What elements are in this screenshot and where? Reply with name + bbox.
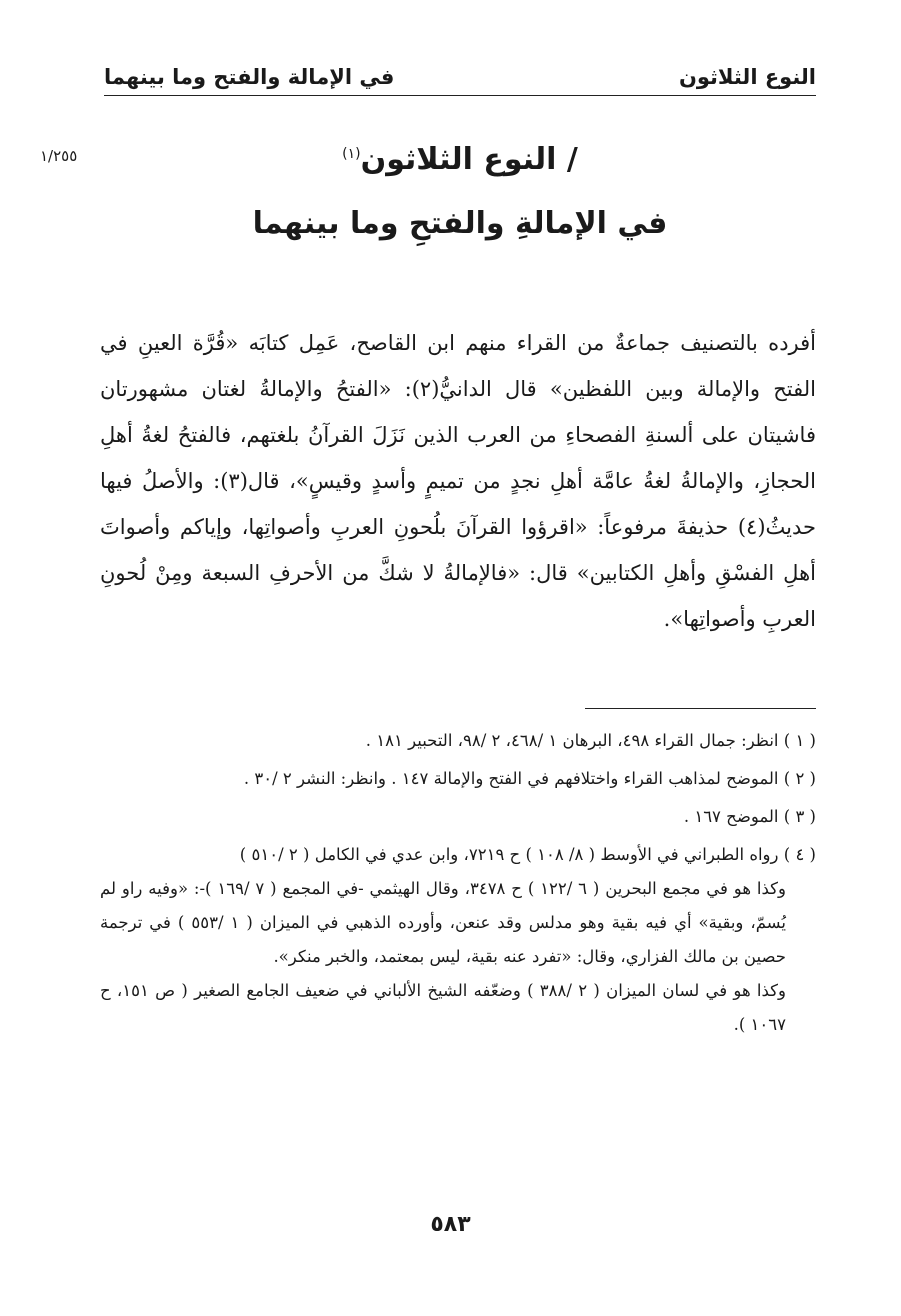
running-head	[104, 56, 816, 96]
footnote-4-continuation: وكذا هو في مجمع البحرين ( ٦ /١٢٢ ) ح ٣٤٧٨، وقال الهيثمي -في المجمع ( ٧ /١٦٩ )-: «وفيه راو لم يُسمّ، وبقية» أي فيه بقية وهو مدلس وقد عنعن، وأورده الذهبي في الميزان ( ١ /٥٥٣ ) في ترجمة حصين بن مالك الفزاري، وقال: «تفرد عنه بقية، ليس بمعتمد، والخبر منكر».	[100, 879, 786, 966]
running-head-right: النوع الثلاثون	[678, 65, 816, 89]
chapter-title-footnote-mark: (١)	[342, 146, 361, 162]
running-head-left: في الإمالة والفتح وما بينهما	[104, 65, 395, 89]
footnote-4-continuation-2: وكذا هو في لسان الميزان ( ٢ /٣٨٨ ) وضعّفه الشيخ الألباني في ضعيف الجامع الصغير ( ص ١٥١، ح ١٠٦٧ ).	[100, 981, 786, 1034]
footnote-3: ( ٣ ) الموضح ١٦٧ .	[683, 807, 816, 826]
page-number: ٥٨٣	[430, 1212, 471, 1237]
main-text	[100, 320, 816, 642]
main-paragraph: أفرده بالتصنيف جماعةٌ من القراء منهم ابن القاصح، عَمِل كتابَه «قُرَّة العينِ في الفتح والإمالة وبين اللفظين» قال الدانيُّ(٢): «الفتحُ والإمالةُ لغتان مشهورتان فاشيتان على ألسنةِ الفصحاءِ من العرب الذين نَزَلَ القرآنُ بلغتهم، فالفتحُ لغةُ أهلِ الحجازِ، والإمالةُ لغةُ عامَّة أهلِ نجدٍ من تميمٍ وأسدٍ وقيسٍ»، قال(٣): والأصلُ فيها حديثُ(٤) حذيفةَ مرفوعاً: «اقرؤوا القرآنَ بلُحونِ العربِ وأصواتِها، وإياكم وأصواتَ أهلِ الفسْقِ وأهلِ الكتابين» قال: «فالإمالةُ لا شكَّ من الأحرفِ السبعة ومِنْ لُحونِ العربِ وأصواتِها».	[100, 331, 817, 631]
chapter-title	[104, 130, 816, 184]
footnote-4-text: ( ٤ ) رواه الطبراني في الأوسط ( ٨/ ١٠٨ ) ح ٧٢١٩، وابن عدي في الكامل ( ٢ /٥١٠ )	[239, 845, 816, 864]
margin-reference: ١/٢٥٥	[40, 147, 78, 165]
footnotes	[100, 724, 816, 1046]
chapter-title-text: / النوع الثلاثون	[360, 142, 578, 177]
footnote-1: ( ١ ) انظر: جمال القراء ٤٩٨، البرهان ١ /٤٦٨، ٢ /٩٨، التحبير ١٨١ .	[365, 731, 816, 750]
footnote-4	[100, 838, 816, 1042]
footnote-2: ( ٢ ) الموضح لمذاهب القراء واختلافهم في الفتح والإمالة ١٤٧ . وانظر: النشر ٢ /٣٠ .	[243, 769, 816, 788]
chapter-subtitle: في الإمالةِ والفتحِ وما بينهما	[252, 206, 668, 241]
footnote-separator	[585, 708, 816, 709]
